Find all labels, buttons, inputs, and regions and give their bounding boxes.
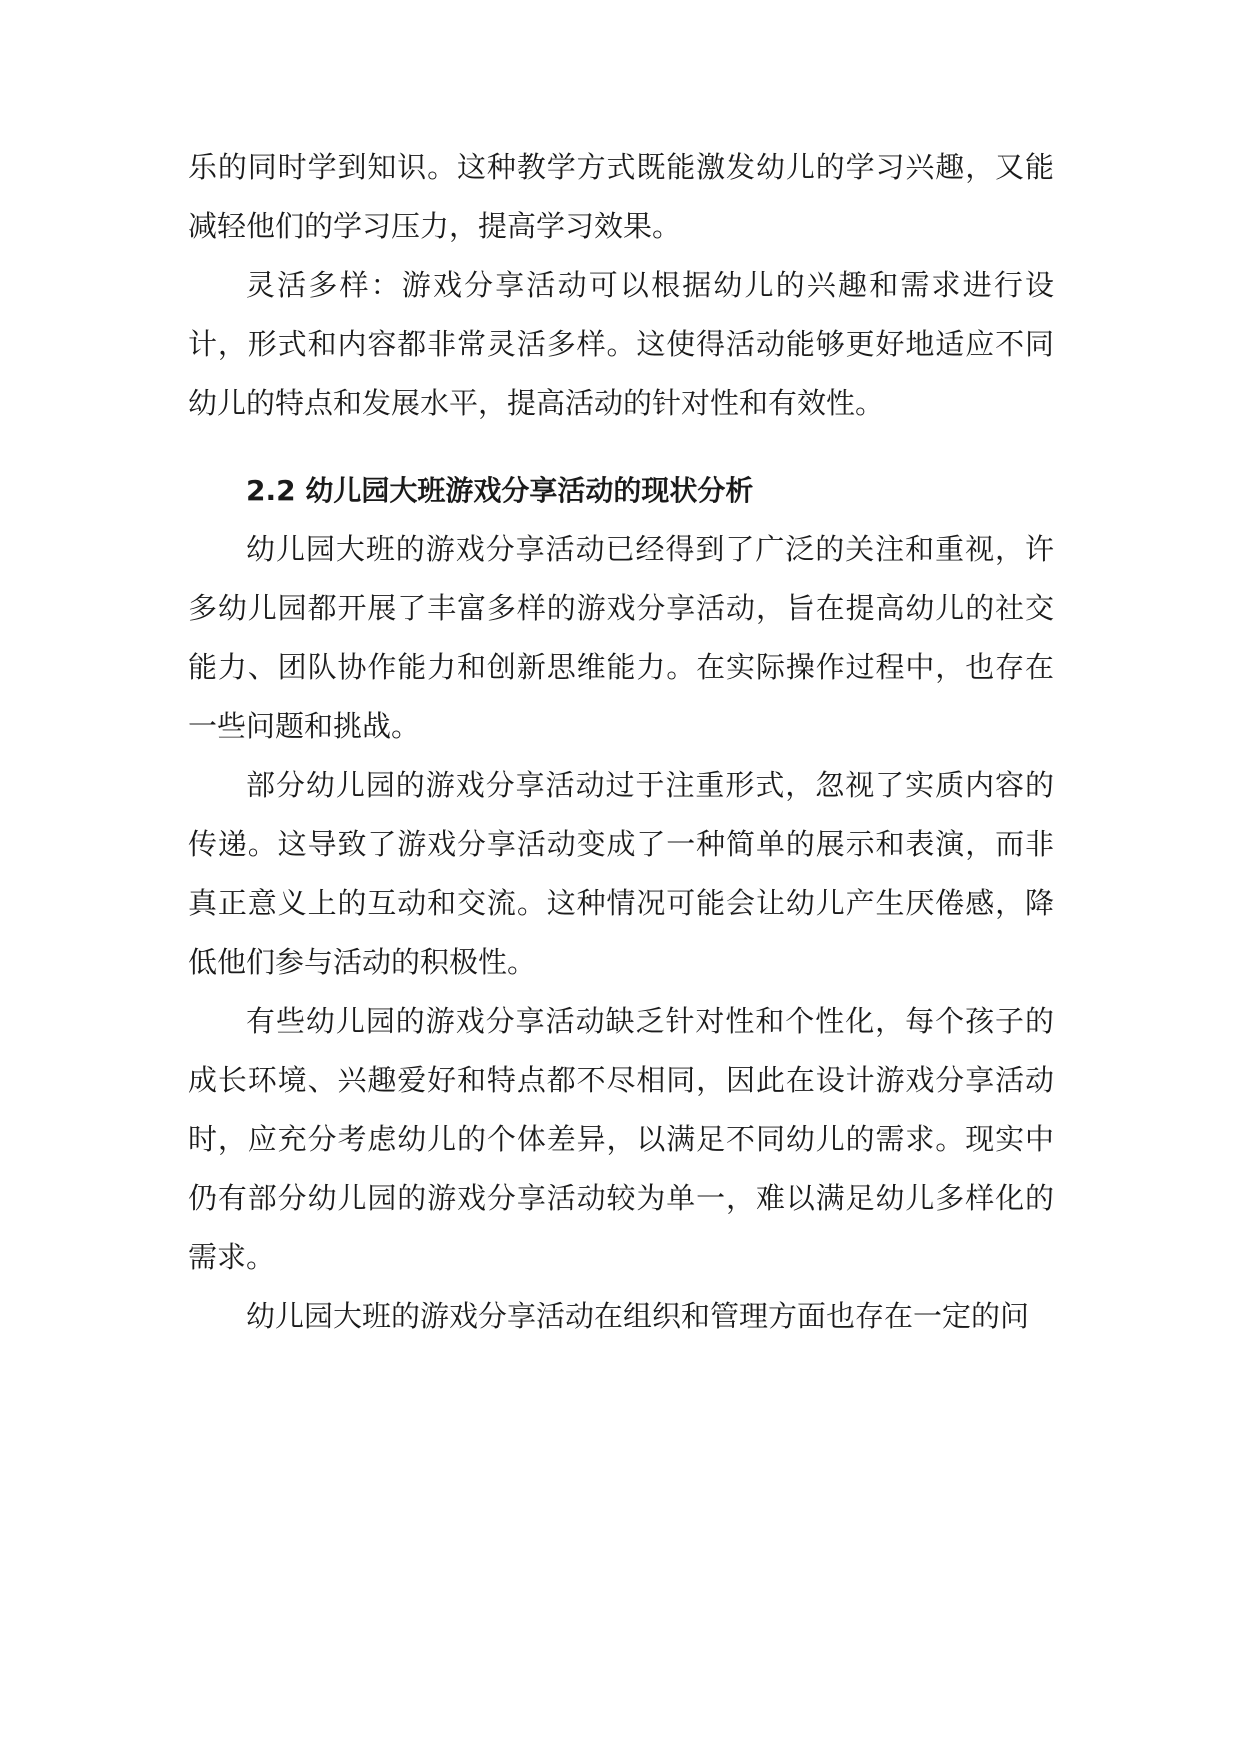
section-heading: 2.2 幼儿园大班游戏分享活动的现状分析 bbox=[246, 474, 754, 507]
document-body bbox=[188, 138, 1054, 1346]
paragraph-form-over-content: 部分幼儿园的游戏分享活动过于注重形式，忽视了实质内容的传递。这导致了游戏分享活动变成了一种简单的展示和表演，而非真正意义上的互动和交流。这种情况可能会让幼儿产生厌倦感，降低他们参与活动的积极性。 bbox=[188, 768, 1054, 979]
paragraph-continuation: 乐的同时学到知识。这种教学方式既能激发幼儿的学习兴趣，又能减轻他们的学习压力，提高学习效果。 bbox=[188, 150, 1054, 243]
paragraph-lack-of-personalization: 有些幼儿园的游戏分享活动缺乏针对性和个性化，每个孩子的成长环境、兴趣爱好和特点都不尽相同，因此在设计游戏分享活动时，应充分考虑幼儿的个体差异，以满足不同幼儿的需求。现实中仍有部分幼儿园的游戏分享活动较为单一，难以满足幼儿多样化的需求。 bbox=[188, 1004, 1054, 1274]
paragraph-status-overview: 幼儿园大班的游戏分享活动已经得到了广泛的关注和重视，许多幼儿园都开展了丰富多样的游戏分享活动，旨在提高幼儿的社交能力、团队协作能力和创新思维能力。在实际操作过程中，也存在一些问题和挑战。 bbox=[188, 532, 1054, 743]
paragraph-organization-management: 幼儿园大班的游戏分享活动在组织和管理方面也存在一定的问 bbox=[246, 1299, 1030, 1333]
paragraph-flexible-diverse: 灵活多样：游戏分享活动可以根据幼儿的兴趣和需求进行设计，形式和内容都非常灵活多样。这使得活动能够更好地适应不同幼儿的特点和发展水平，提高活动的针对性和有效性。 bbox=[188, 268, 1054, 420]
